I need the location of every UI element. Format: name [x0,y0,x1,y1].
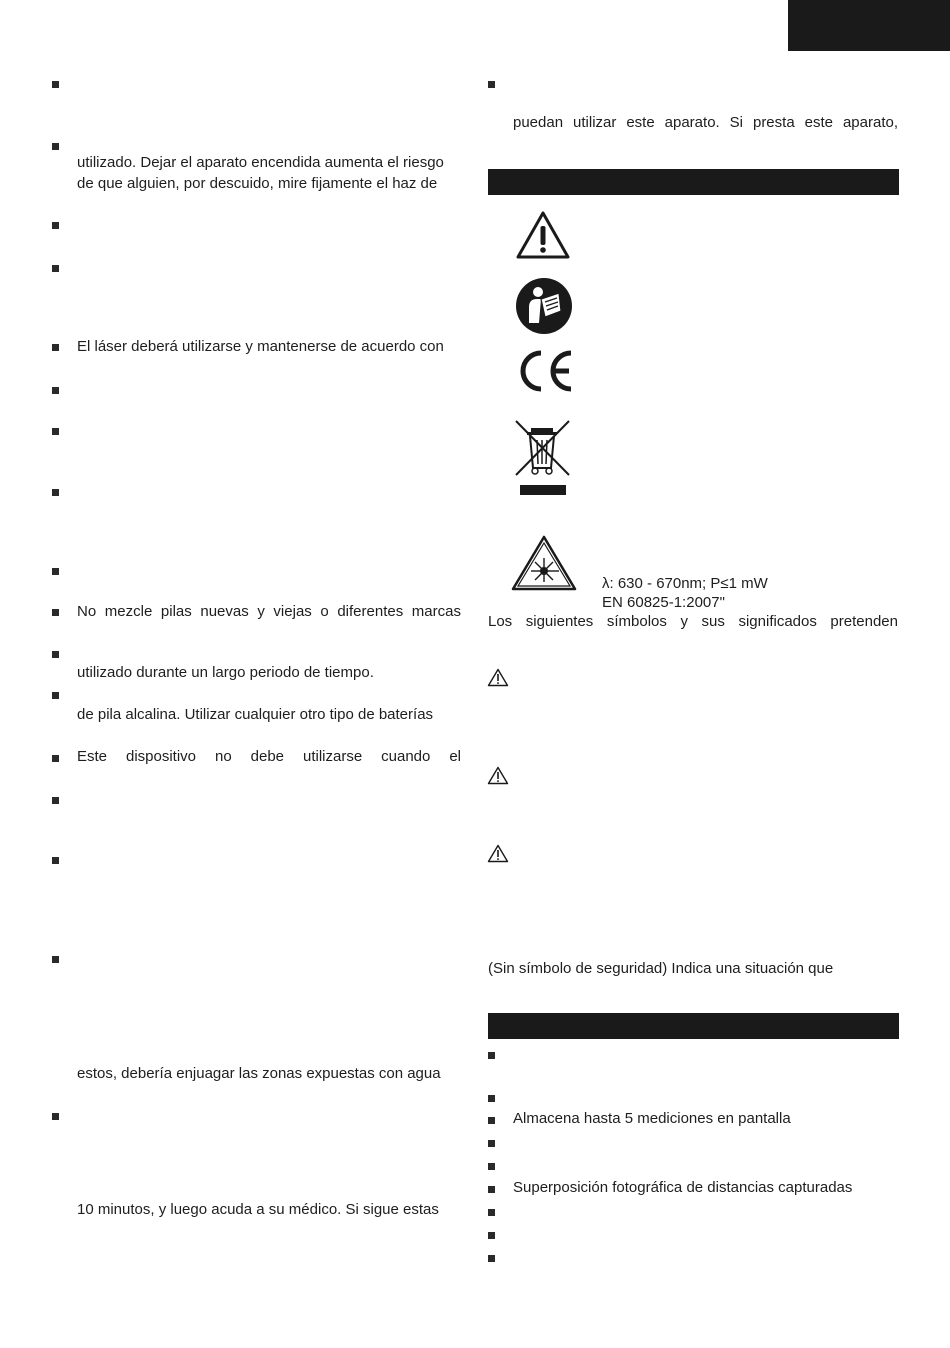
bullet [52,387,59,394]
warning-triangle-icon [516,210,570,260]
text-line: de que alguien, por descuido, mire fijamente el haz de [77,175,438,192]
bullet [52,222,59,229]
bullet [52,428,59,435]
feature-item: Almacena hasta 5 mediciones en pantalla [513,1110,791,1127]
bullet [488,1117,495,1124]
feature-item: Superposición fotográfica de distancias capturadas [513,1179,853,1196]
bullet [488,1255,495,1262]
bullet [52,651,59,658]
bullet [52,857,59,864]
text-line: estos, debería enjuagar las zonas expuestas con agua [77,1065,441,1082]
text-line: 10 minutos, y luego acuda a su médico. Si sigue estas [77,1201,439,1218]
laser-standard: EN 60825-1:2007" [602,594,725,611]
text-line: utilizado durante un largo periodo de tiempo. [77,664,374,681]
read-manual-icon [515,277,573,335]
bullet [52,1113,59,1120]
bullet [488,1209,495,1216]
warning-triangle-icon [487,766,509,785]
warning-triangle-icon [487,668,509,687]
bullet [52,489,59,496]
bullet [488,1140,495,1147]
warning-triangle-icon [487,844,509,863]
section-header-bar [488,169,899,195]
bullet [52,568,59,575]
bullet [52,81,59,88]
text-line: de pila alcalina. Utilizar cualquier otro tipo de baterías [77,706,434,723]
text-line: utilizado. Dejar el aparato encendida aumenta el riesgo [77,154,444,171]
bullet [488,1095,495,1102]
bullet [488,1052,495,1059]
text-line: El láser deberá utilizarse y mantenerse de acuerdo con [77,338,444,355]
text-line: Este dispositivo no debe utilizarse cuando el [77,748,461,765]
corner-tab [788,0,950,51]
bullet [52,609,59,616]
bullet [488,1186,495,1193]
bullet [52,265,59,272]
text-line: Los siguientes símbolos y sus significados pretenden [488,613,898,630]
bullet [52,692,59,699]
crossed-bin-icon [513,418,573,498]
text-line: (Sin símbolo de seguridad) Indica una situación que [488,960,834,977]
section-header-bar [488,1013,899,1039]
text-line: No mezcle pilas nuevas y viejas o diferentes marcas [77,603,461,620]
bullet [52,797,59,804]
text-line: puedan utilizar este aparato. Si presta este aparato, [513,114,898,131]
laser-spec: λ: 630 - 670nm; P≤1 mW [602,575,768,592]
bullet [52,143,59,150]
bullet [52,344,59,351]
bullet [488,1232,495,1239]
laser-warning-icon [511,535,577,591]
bullet [52,956,59,963]
ce-mark-icon [513,349,577,393]
bullet [488,81,495,88]
bullet [52,755,59,762]
bullet [488,1163,495,1170]
